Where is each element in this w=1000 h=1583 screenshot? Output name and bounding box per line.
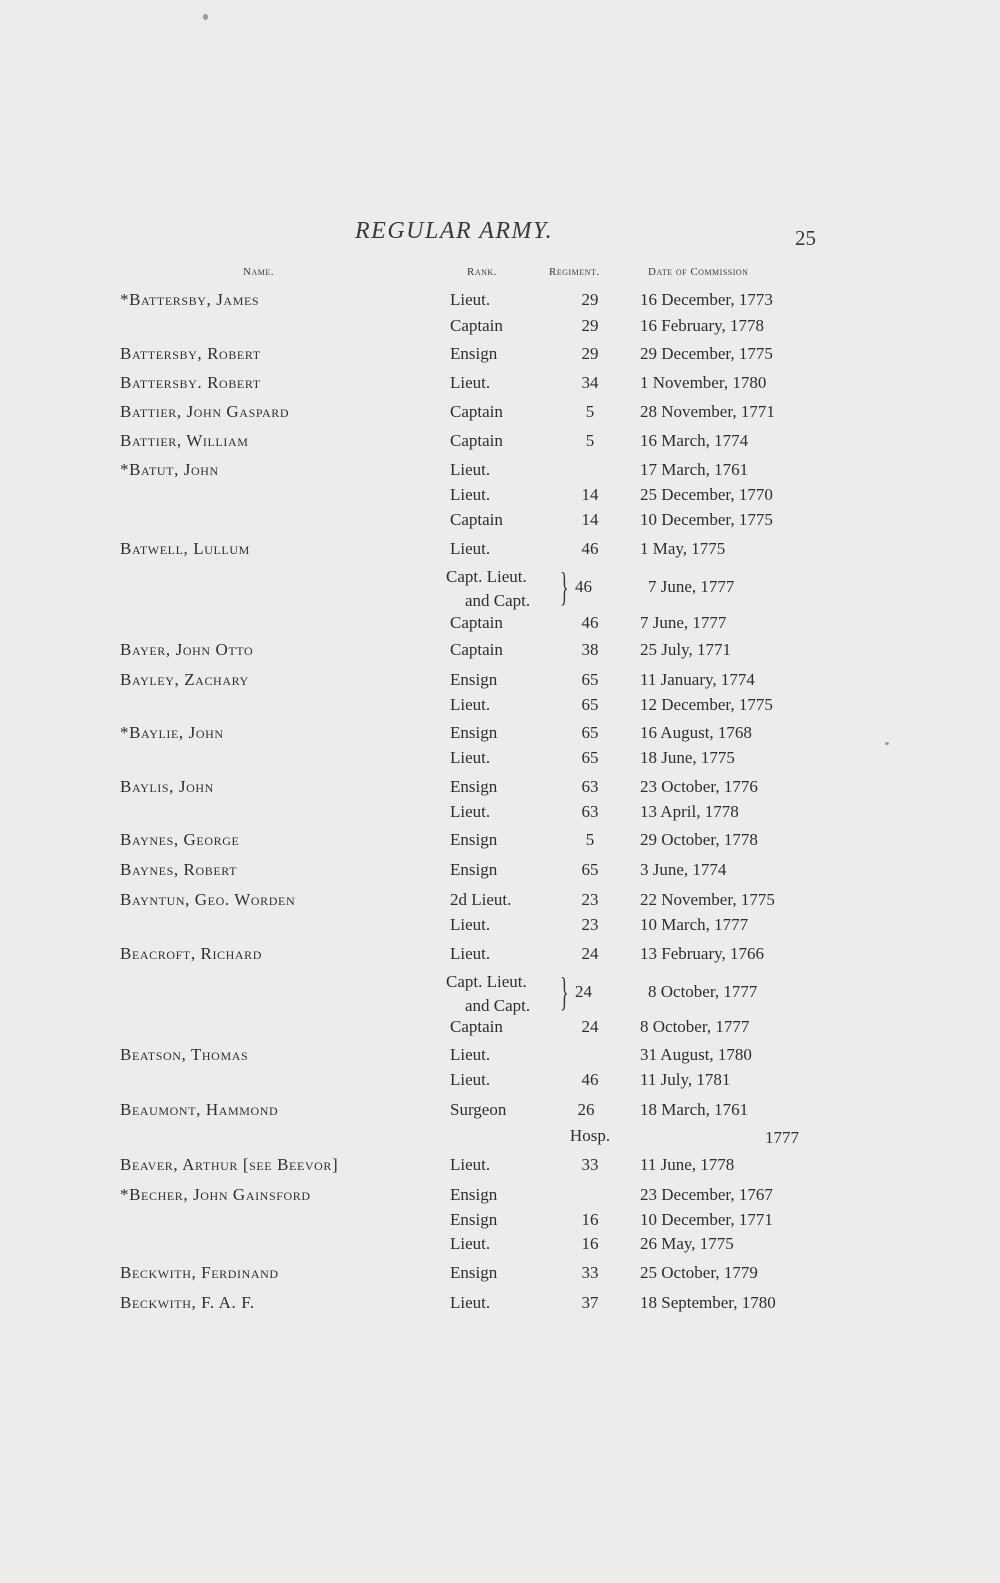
regiment-cell: 46 [575, 577, 592, 596]
regiment-cell: 63 [581, 802, 599, 821]
table-row [0, 723, 1000, 749]
paper-speck [885, 742, 889, 745]
commission-date: 13 April, 1778 [640, 802, 739, 821]
commission-date: 28 November, 1771 [640, 402, 775, 421]
regiment-cell: 63 [581, 777, 599, 796]
table-row [0, 802, 1000, 828]
table-row [0, 344, 1000, 370]
commission-date: 16 February, 1778 [640, 316, 765, 335]
officer-name: Beckwith, Ferdinand [120, 1263, 279, 1282]
officer-name: Beacroft, Richard [120, 944, 263, 963]
regiment-cell: 65 [581, 860, 599, 879]
brace-mark: } [560, 564, 569, 609]
regiment-cell: 24 [581, 1017, 599, 1036]
table-row [0, 431, 1000, 457]
officer-name: Beckwith, F. A. F. [120, 1293, 255, 1312]
commission-date: 7 June, 1777 [640, 613, 727, 632]
regiment-cell: 33 [581, 1155, 599, 1174]
commission-date-continued: 1777 [765, 1128, 799, 1147]
regiment-cell: 46 [581, 539, 599, 558]
regiment-cell: 38 [581, 640, 599, 659]
table-row [0, 830, 1000, 856]
officer-name: Batwell, Lullum [120, 539, 250, 558]
paper-speck [203, 14, 208, 20]
table-row [0, 748, 1000, 774]
commission-date: 10 December, 1771 [640, 1210, 773, 1229]
table-row [0, 1185, 1000, 1211]
table-row [0, 640, 1000, 666]
table-row [0, 1293, 1000, 1319]
column-header-regiment: Regiment. [549, 266, 600, 278]
regiment-cell: 65 [581, 723, 599, 742]
commission-date: 25 July, 1771 [640, 640, 731, 659]
column-header-rank: Rank. [467, 266, 497, 278]
officer-name: *Batut, John [120, 460, 219, 479]
regiment-cell: 46 [581, 613, 599, 632]
table-row [0, 402, 1000, 428]
regiment-cell: 14 [581, 485, 599, 504]
table-row [0, 539, 1000, 565]
rank-cell: Lieut. [450, 539, 491, 558]
regiment-cell: 29 [581, 344, 599, 363]
table-row [0, 944, 1000, 970]
rank-cell: Captain [450, 316, 503, 335]
commission-date: 31 August, 1780 [640, 1045, 752, 1064]
table-row [0, 1100, 1000, 1147]
rank-cell: Ensign [450, 1263, 498, 1282]
commission-date: 29 December, 1775 [640, 344, 773, 363]
table-row [0, 564, 1000, 610]
commission-date: 23 December, 1767 [640, 1185, 773, 1204]
rank-cell: Captain [450, 402, 503, 421]
rank-cell: Lieut. [450, 485, 491, 504]
regiment-cell: 23 [581, 890, 599, 909]
table-row [0, 613, 1000, 639]
regiment-cell: 23 [581, 915, 599, 934]
commission-date: 8 October, 1777 [640, 1017, 750, 1036]
officer-name: Bayer, John Otto [120, 640, 254, 659]
regiment-cell-continued: Hosp. [569, 1126, 611, 1145]
table-row [0, 510, 1000, 536]
officer-name: *Becher, John Gainsford [120, 1185, 311, 1204]
commission-date: 18 March, 1761 [640, 1100, 749, 1119]
brace-mark: } [560, 969, 569, 1014]
officer-name: Beaver, Arthur [see Beevor] [120, 1155, 339, 1174]
regiment-cell: 14 [581, 510, 599, 529]
rank-cell: Lieut. [450, 460, 491, 479]
table-row [0, 1070, 1000, 1096]
column-header-date: Date of Commission [648, 266, 749, 278]
table-row [0, 969, 1000, 1015]
rank-cell: Surgeon [450, 1100, 507, 1119]
rank-cell: Captain [450, 510, 503, 529]
commission-date: 25 October, 1779 [640, 1263, 758, 1282]
table-row [0, 373, 1000, 399]
commission-date: 29 October, 1778 [640, 830, 758, 849]
commission-date: 7 June, 1777 [648, 577, 735, 596]
table-row [0, 1263, 1000, 1289]
rank-cell: Capt. Lieut. [446, 972, 527, 991]
table-row [0, 860, 1000, 886]
rank-cell: Ensign [450, 1210, 498, 1229]
commission-date: 18 June, 1775 [640, 748, 735, 767]
commission-date: 16 March, 1774 [640, 431, 749, 450]
regiment-cell: 29 [581, 290, 599, 309]
regiment-cell: 24 [575, 982, 592, 1001]
commission-date: 22 November, 1775 [640, 890, 775, 909]
rank-cell: Lieut. [450, 748, 491, 767]
table-row [0, 460, 1000, 486]
commission-date: 8 October, 1777 [648, 982, 758, 1001]
rank-cell: Lieut. [450, 1070, 491, 1089]
commission-date: 1 May, 1775 [640, 539, 726, 558]
table-row [0, 695, 1000, 721]
table-row [0, 890, 1000, 916]
rank-cell: Lieut. [450, 915, 491, 934]
table-row [0, 670, 1000, 696]
commission-date: 13 February, 1766 [640, 944, 765, 963]
officer-name: Beaumont, Hammond [120, 1100, 279, 1119]
officer-name: *Baylie, John [120, 723, 224, 742]
commission-date: 18 September, 1780 [640, 1293, 776, 1312]
commission-date: 26 May, 1775 [640, 1234, 734, 1253]
commission-date: 16 August, 1768 [640, 723, 752, 742]
rank-cell: Lieut. [450, 1045, 491, 1064]
table-row [0, 485, 1000, 511]
regiment-cell: 34 [581, 373, 599, 392]
commission-date: 3 June, 1774 [640, 860, 727, 879]
rank-cell: Captain [450, 431, 503, 450]
regiment-cell: 65 [581, 670, 599, 689]
regiment-cell: 26 [577, 1100, 595, 1119]
commission-date: 11 January, 1774 [640, 670, 755, 689]
rank-cell: Ensign [450, 830, 498, 849]
officer-name: Battier, William [120, 431, 249, 450]
commission-date: 11 June, 1778 [640, 1155, 735, 1174]
officer-name: Baynes, George [120, 830, 240, 849]
table-row [0, 316, 1000, 342]
column-header-name: Name. [243, 266, 274, 278]
rank-cell-continued: and Capt. [465, 591, 531, 610]
page-number: 25 [795, 226, 816, 250]
regiment-cell: 46 [581, 1070, 599, 1089]
regiment-cell: 65 [581, 695, 599, 714]
regiment-cell: 5 [585, 830, 595, 849]
officer-name: Bayley, Zachary [120, 670, 249, 689]
commission-date: 23 October, 1776 [640, 777, 758, 796]
rank-cell-continued: and Capt. [465, 996, 531, 1015]
regiment-cell: 24 [581, 944, 599, 963]
table-row [0, 915, 1000, 941]
officer-name: Baynes, Robert [120, 860, 238, 879]
rank-cell: Captain [450, 640, 503, 659]
regiment-cell: 33 [581, 1263, 599, 1282]
table-row [0, 1155, 1000, 1181]
officer-name: *Battersby, James [120, 290, 260, 309]
officer-name: Beatson, Thomas [120, 1045, 249, 1064]
rank-cell: Lieut. [450, 373, 491, 392]
regiment-cell: 16 [581, 1234, 599, 1253]
regiment-cell: 65 [581, 748, 599, 767]
commission-date: 1 November, 1780 [640, 373, 767, 392]
rank-cell: Lieut. [450, 1155, 491, 1174]
rank-cell: Lieut. [450, 290, 491, 309]
commission-date: 10 December, 1775 [640, 510, 773, 529]
table-row [0, 1210, 1000, 1236]
page-title: REGULAR ARMY. [355, 218, 554, 244]
rank-cell: Captain [450, 1017, 503, 1036]
commission-date: 17 March, 1761 [640, 460, 749, 479]
regiment-cell: 5 [585, 431, 595, 450]
table-row [0, 1234, 1000, 1260]
regiment-cell: 29 [581, 316, 599, 335]
commission-date: 12 December, 1775 [640, 695, 773, 714]
commission-date: 16 December, 1773 [640, 290, 773, 309]
commission-date: 25 December, 1770 [640, 485, 773, 504]
rank-cell: Lieut. [450, 695, 491, 714]
rank-cell: 2d Lieut. [450, 890, 512, 909]
rank-cell: Ensign [450, 1185, 498, 1204]
rank-cell: Lieut. [450, 802, 491, 821]
rank-cell: Ensign [450, 344, 498, 363]
rank-cell: Lieut. [450, 944, 491, 963]
rank-cell: Lieut. [450, 1234, 491, 1253]
officer-name: Baylis, John [120, 777, 214, 796]
officer-name: Battersby. Robert [120, 373, 261, 392]
rank-cell: Ensign [450, 860, 498, 879]
rank-cell: Ensign [450, 670, 498, 689]
regiment-cell: 5 [585, 402, 595, 421]
table-row [0, 1017, 1000, 1043]
regiment-cell: 37 [581, 1293, 599, 1312]
table-row [0, 777, 1000, 803]
table-row [0, 290, 1000, 316]
officer-name: Battier, John Gaspard [120, 402, 290, 421]
officer-name: Battersby, Robert [120, 344, 261, 363]
commission-date: 10 March, 1777 [640, 915, 749, 934]
rank-cell: Ensign [450, 777, 498, 796]
rank-cell: Capt. Lieut. [446, 567, 527, 586]
rank-cell: Ensign [450, 723, 498, 742]
rank-cell: Lieut. [450, 1293, 491, 1312]
officer-name: Bayntun, Geo. Worden [120, 890, 296, 909]
rank-cell: Captain [450, 613, 503, 632]
table-row [0, 1045, 1000, 1071]
regiment-cell: 16 [581, 1210, 599, 1229]
commission-date: 11 July, 1781 [640, 1070, 731, 1089]
